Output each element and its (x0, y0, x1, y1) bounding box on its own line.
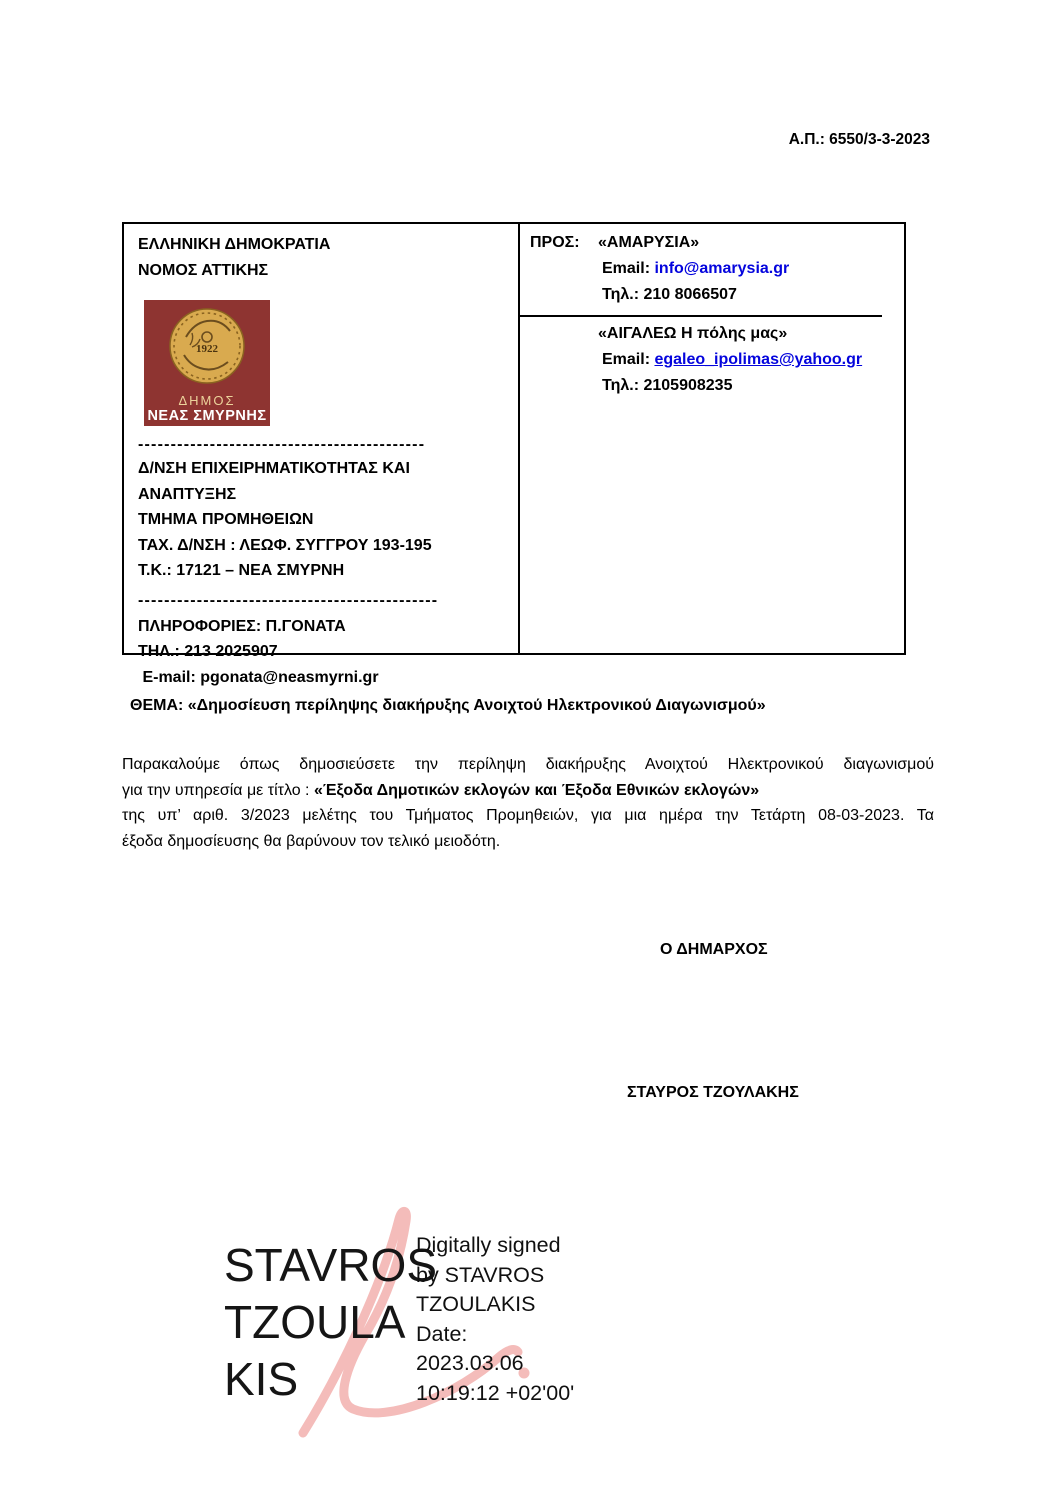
sender-address: ΤΑΧ. Δ/ΝΣΗ : ΛΕΩΦ. ΣΥΓΓΡΟΥ 193-195 (138, 536, 432, 554)
recipient-2-phone: Τηλ.: 2105908235 (602, 377, 733, 394)
signature-big-name-line: TZOULA (224, 1296, 406, 1348)
recipient-separator-line (520, 315, 882, 317)
signature-details-line: 10:19:12 +02'00' (416, 1380, 575, 1405)
recipient-1-email-link[interactable]: info@amarysia.gr (654, 260, 790, 277)
svg-text:1922: 1922 (196, 343, 218, 355)
protocol-number: Α.Π.: 6550/3-3-2023 (788, 131, 930, 148)
signature-details-line: Date: (416, 1321, 468, 1346)
recipient-2-email-line (598, 347, 862, 373)
email-label: Email: (602, 351, 655, 368)
dashed-divider: -------------------------------------------- (138, 436, 426, 453)
mayor-title: Ο ΔΗΜΑΡΧΟΣ (660, 941, 768, 958)
recipient-1-phone: Τηλ.: 210 8066507 (602, 286, 737, 303)
recipient-2-email-link[interactable]: egaleo_ipolimas@yahoo.gr (654, 351, 863, 368)
sender-directorate-line2: ΑΝΑΠΤΥΞΗΣ (138, 485, 237, 503)
sender-department: ΤΜΗΜΑ ΠΡΟΜΗΘΕΙΩΝ (138, 511, 314, 528)
body-line-2-normal: για την υπηρεσία με τίτλο : (122, 781, 314, 799)
sender-postal-code: Τ.Κ.: 17121 – ΝΕΑ ΣΜΥΡΝΗ (138, 562, 345, 579)
body-line-2 (122, 778, 934, 804)
sender-country: ΕΛΛΗΝΙΚΗ ΔΗΜΟΚΡΑΤΙΑ (138, 236, 331, 253)
body-line-4: έξοδα δημοσίευσης θα βαρύνουν τον τελικό μειοδότη. (122, 832, 501, 850)
signature-details-line: by STAVROS (416, 1262, 545, 1287)
sender-email-label: E-mail: (138, 668, 196, 686)
dashed-divider: ---------------------------------------------- (138, 591, 439, 609)
header-table (122, 222, 906, 686)
sender-phone: ΤΗΛ.: 213 2025907 (138, 643, 278, 660)
sender-email-line (138, 665, 504, 691)
signature-details-line: TZOULAKIS (416, 1292, 536, 1317)
recipient-1-email-line (598, 256, 789, 282)
sender-prefecture: ΝΟΜΟΣ ΑΤΤΙΚΗΣ (138, 261, 269, 279)
recipients-column (520, 224, 904, 653)
to-label: ΠΡΟΣ: (530, 234, 580, 251)
body-line-1: Παρακαλούμε όπως δημοσιεύσετε την περίληψη διακήρυξης Ανοιχτού Ηλεκτρονικού διαγωνισμού (122, 756, 934, 773)
signature-details-line: Digitally signed (416, 1233, 561, 1257)
sender-column (124, 224, 520, 686)
logo-dimos-text: ΔΗΜΟΣ (178, 393, 236, 408)
municipality-logo (144, 300, 270, 426)
email-label: Email: (602, 260, 655, 277)
to-label-spacer (530, 321, 598, 399)
signature-details-line: 2023.03.06 (416, 1351, 524, 1376)
logo-neas-smyrnis-text: ΝΕΑΣ ΣΜΥΡΝΗΣ (147, 408, 267, 424)
body-line-3: της υπ’ αριθ. 3/2023 μελέτης του Τμήματος Προμηθειών, για μια ημέρα την Τετάρτη 08-03-2023. Τα (122, 807, 934, 824)
coin-emblem-icon (168, 307, 246, 390)
recipient-1-name: «ΑΜΑΡΥΣΙΑ» (598, 234, 700, 251)
signature-details (416, 1231, 574, 1409)
recipient-1-block (598, 230, 789, 308)
sender-email-value: pgonata@neasmyrni.gr (200, 668, 379, 686)
signature-big-name (224, 1237, 437, 1408)
body-line-2-bold: «Έξοδα Δημοτικών εκλογών και Έξοδα Εθνικών εκλογών» (313, 781, 760, 799)
recipient-2-block (598, 321, 862, 399)
sender-directorate-line1: Δ/ΝΣΗ ΕΠΙΧΕΙΡΗΜΑΤΙΚΟΤΗΤΑΣ ΚΑΙ (138, 460, 410, 477)
body-paragraph (122, 752, 934, 854)
signature-big-name-line: STAVROS (224, 1239, 437, 1291)
recipient-2-name: «ΑΙΓΑΛΕΩ Η πόλης μας» (598, 325, 788, 342)
subject-line: ΘΕΜΑ: «Δημοσίευση περίληψης διακήρυξης Ανοιχτού Ηλεκτρονικού Διαγωνισμού» (130, 697, 766, 714)
sender-contact-person: ΠΛΗΡΟΦΟΡΙΕΣ: Π.ΓΟΝΑΤΑ (138, 617, 346, 635)
mayor-name: ΣΤΑΥΡΟΣ ΤΖΟΥΛΑΚΗΣ (627, 1084, 799, 1101)
signature-big-name-line: KIS (224, 1353, 299, 1405)
